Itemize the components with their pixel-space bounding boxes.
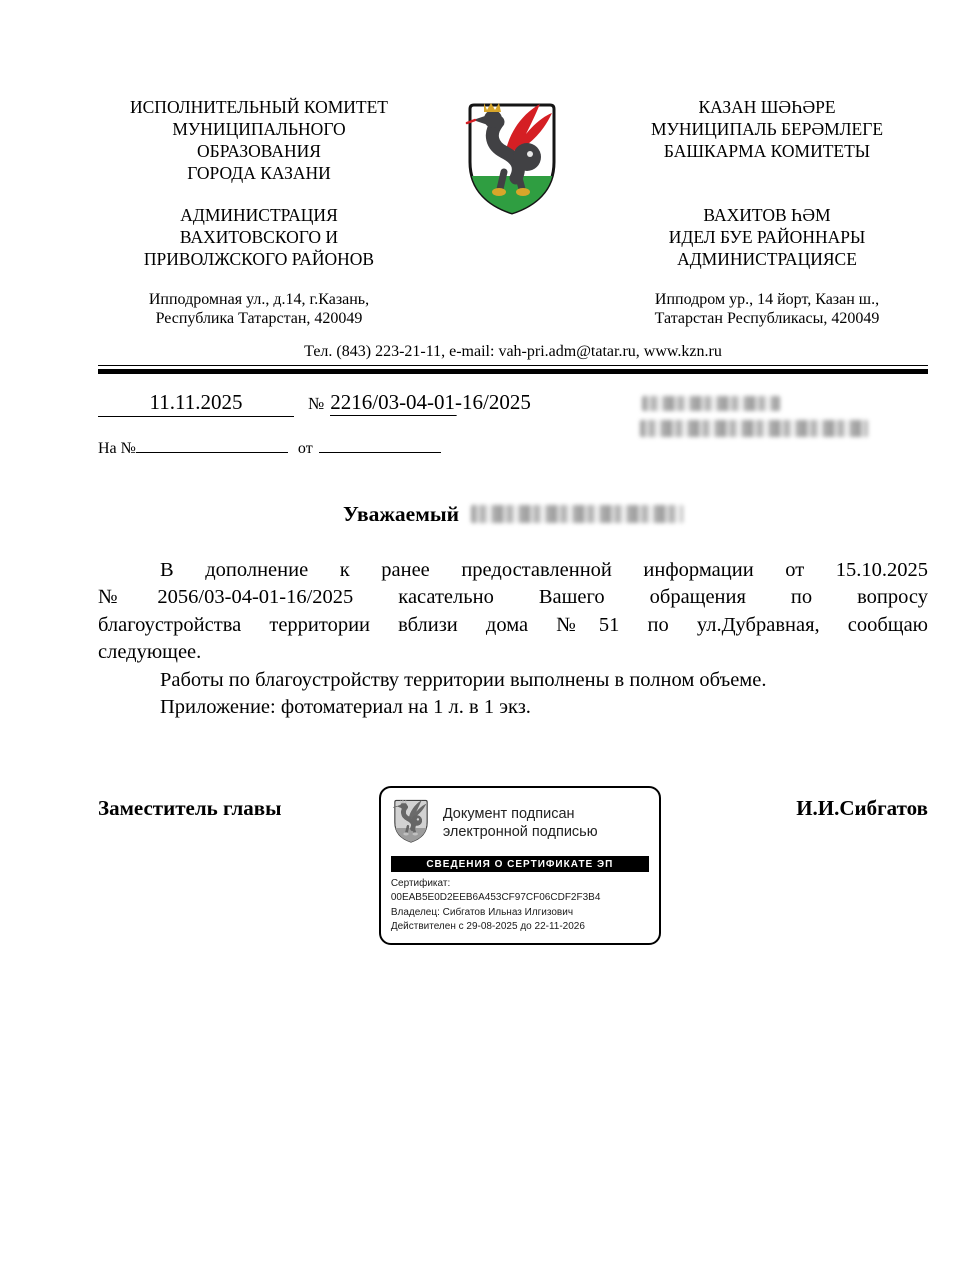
header-divider (98, 369, 928, 374)
address-tat-line: Ипподром ур., 14 йорт, Казан ш., (654, 291, 880, 308)
reference-block (98, 390, 928, 458)
org-name-ru (98, 96, 420, 204)
address-ru (98, 290, 420, 328)
body-line: благоустройства территории вблизи дома №51 по ул.Дубравная, сообщаю (98, 613, 928, 636)
letterhead-right-column (606, 96, 928, 328)
salutation-name-redacted (471, 505, 683, 523)
stamp-certificate-number: Сертификат: 00EAB5E0D2EEB6A453CF97CF06CDF2F3B4 (390, 877, 601, 903)
contact-line: Тел. (843) 223-21-11, e-mail: vah-pri.adm@tatar.ru, www.kzn.ru (98, 342, 928, 366)
body-line: В дополнение к ранее предоставленной информации от 15.10.2025 (160, 558, 928, 581)
letterhead-left-column (98, 96, 420, 328)
signer-name: И.И.Сибгатов (796, 795, 928, 820)
signer-position: Заместитель главы (98, 795, 282, 820)
body-line: следующее. (98, 641, 202, 663)
org-name-tat-line: МУНИЦИПАЛЬ БЕРӘМЛЕГЕ (650, 119, 884, 139)
stamp-owner: Владелец: Сибгатов Ильназ Илгизович (390, 906, 574, 918)
org-name-ru-line: ИСПОЛНИТЕЛЬНЫЙ КОМИТЕТ (130, 97, 388, 117)
address-ru-line: Республика Татарстан, 420049 (155, 310, 363, 327)
salutation (98, 502, 928, 527)
signature-row (98, 786, 928, 945)
reply-to-label: На № (98, 439, 136, 457)
admin-name-ru-line: АДМИНИСТРАЦИЯ (180, 205, 338, 225)
org-name-ru-line: ГОРОДА КАЗАНИ (187, 163, 331, 183)
reply-to-number-blank (136, 439, 288, 453)
reply-to-date-blank (319, 439, 441, 453)
address-tat (606, 290, 928, 328)
stamp-validity: Действителен с 29-08-2025 до 22-11-2026 (390, 921, 585, 932)
letter-body (98, 557, 928, 722)
number-sign: № (308, 393, 325, 413)
reference-left (98, 390, 598, 458)
admin-name-tat-line: ВАХИТОВ ҺӘМ (703, 205, 831, 225)
recipient-email-redacted (640, 420, 868, 437)
stamp-title-line: Документ подписан (442, 805, 575, 822)
admin-name-ru (98, 204, 420, 290)
stamp-title-line: электронной подписью (442, 823, 598, 840)
electronic-signature-stamp (379, 786, 661, 945)
body-line-attachment: Приложение: фотоматериал на 1 л. в 1 экз. (160, 696, 531, 718)
letter-number: 2216/03-04-01-16/2025 (330, 389, 531, 414)
org-name-tat-line: КАЗАН ШӘҺӘРЕ (698, 97, 836, 117)
reply-to-row (98, 439, 598, 458)
body-line: №2056/03-04-01-16/2025 касательно Вашего обращения по вопросу (98, 586, 928, 608)
letterhead (98, 96, 928, 328)
admin-name-ru-line: ВАХИТОВСКОГО И (179, 227, 339, 247)
recipient-name-redacted (642, 396, 780, 411)
reply-from-label: от (297, 439, 313, 457)
admin-name-ru-line: ПРИВОЛЖСКОГО РАЙОНОВ (143, 249, 375, 269)
org-name-ru-line: МУНИЦИПАЛЬНОГО (172, 119, 346, 139)
body-line-works: Работы по благоустройству территории выполнены в полном объеме. (160, 668, 767, 691)
letter-date: 11.11.2025 (98, 390, 294, 417)
org-name-ru-line: ОБРАЗОВАНИЯ (197, 141, 321, 161)
kazan-coat-of-arms-icon (460, 96, 566, 223)
admin-name-tat (606, 204, 928, 290)
admin-name-tat-line: АДМИНИСТРАЦИЯСЕ (677, 249, 857, 269)
org-name-tat (606, 96, 928, 204)
stamp-header (391, 797, 649, 849)
address-ru-line: Ипподромная ул., д.14, г.Казань, (148, 291, 370, 308)
stamp-certificate-section-header: СВЕДЕНИЯ О СЕРТИФИКАТЕ ЭП (391, 856, 649, 872)
salutation-prefix: Уважаемый (342, 501, 460, 526)
stamp-title (443, 805, 598, 841)
address-tat-line: Татарстан Республикасы, 420049 (654, 310, 880, 327)
stamp-coat-of-arms-icon (391, 797, 431, 849)
stamp-certificate-info (391, 877, 649, 935)
date-number-row (98, 390, 598, 417)
recipient-block-redacted (640, 390, 928, 458)
org-name-tat-line: БАШКАРМА КОМИТЕТЫ (663, 141, 871, 161)
admin-name-tat-line: ИДЕЛ БУЕ РАЙОННАРЫ (668, 227, 866, 247)
